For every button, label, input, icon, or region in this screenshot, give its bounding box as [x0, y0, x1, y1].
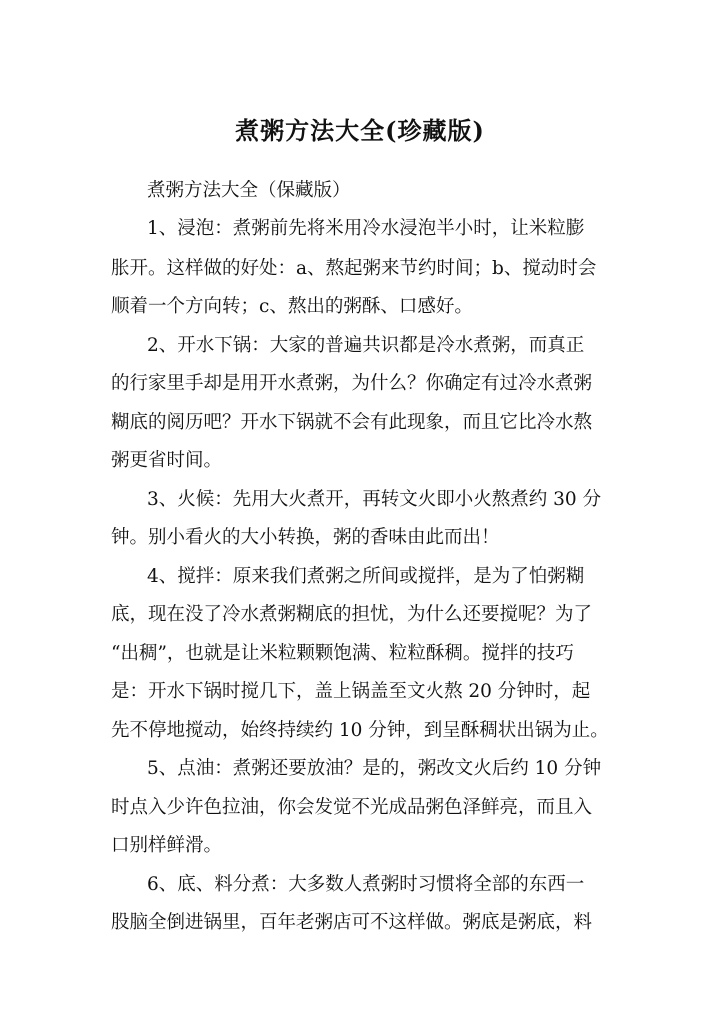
paragraph-line: 先不停地搅动，始终持续约 10 分钟，到呈酥稠状出锅为止。 — [111, 720, 609, 741]
paragraph-line: 顺着一个方向转；c、熬出的粥酥、口感好。 — [111, 296, 473, 317]
paragraph-line: 5、点油：煮粥还要放油？是的，粥改文火后约 10 分钟 — [147, 758, 602, 779]
paragraph-line: 粥更省时间。 — [111, 450, 223, 471]
paragraph-line: 是：开水下锅时搅几下，盖上锅盖至文火熬 20 分钟时，起 — [111, 681, 591, 702]
paragraph-line: 糊底的阅历吧？开水下锅就不会有此现象，而且它比冷水熬 — [111, 412, 593, 433]
paragraph-line: 口别样鲜滑。 — [111, 835, 223, 856]
paragraph-line: 钟。别小看火的大小转换，粥的香味由此而出！ — [111, 527, 500, 548]
paragraph-line: 时点入少许色拉油，你会发觉不光成品粥色泽鲜亮，而且入 — [111, 797, 593, 818]
paragraph-line: 胀开。这样做的好处：a、熬起粥来节约时间；b、搅动时会 — [111, 258, 597, 279]
paragraph-line: 1、浸泡：煮粥前先将米用冷水浸泡半小时，让米粒膨 — [147, 218, 585, 239]
paragraph-line: 3、火候：先用大火煮开，再转文火即小火熬煮约 30 分 — [147, 489, 602, 510]
paragraph-line: 2、开水下锅：大家的普遍共识都是冷水煮粥，而真正 — [147, 335, 585, 356]
paragraph-line: 4、搅拌：原来我们煮粥之所间或搅拌，是为了怕粥糊 — [147, 566, 585, 587]
paragraph-line: 煮粥方法大全（保藏版） — [147, 180, 351, 201]
paragraph-line: 股脑全倒进锅里，百年老粥店可不这样做。粥底是粥底，料 — [111, 912, 593, 933]
paragraph-line: 底，现在没了冷水煮粥糊底的担忧，为什么还要搅呢？为了 — [111, 604, 593, 625]
paragraph-line: 6、底、料分煮：大多数人煮粥时习惯将全部的东西一 — [147, 874, 585, 895]
paragraph-line: 的行家里手却是用开水煮粥，为什么？你确定有过冷水煮粥 — [111, 373, 593, 394]
paragraph-line: “出稠”，也就是让米粒颗颗饱满、粒粒酥稠。搅拌的技巧 — [111, 643, 574, 664]
page-title: 煮粥方法大全(珍藏版) — [235, 116, 485, 145]
